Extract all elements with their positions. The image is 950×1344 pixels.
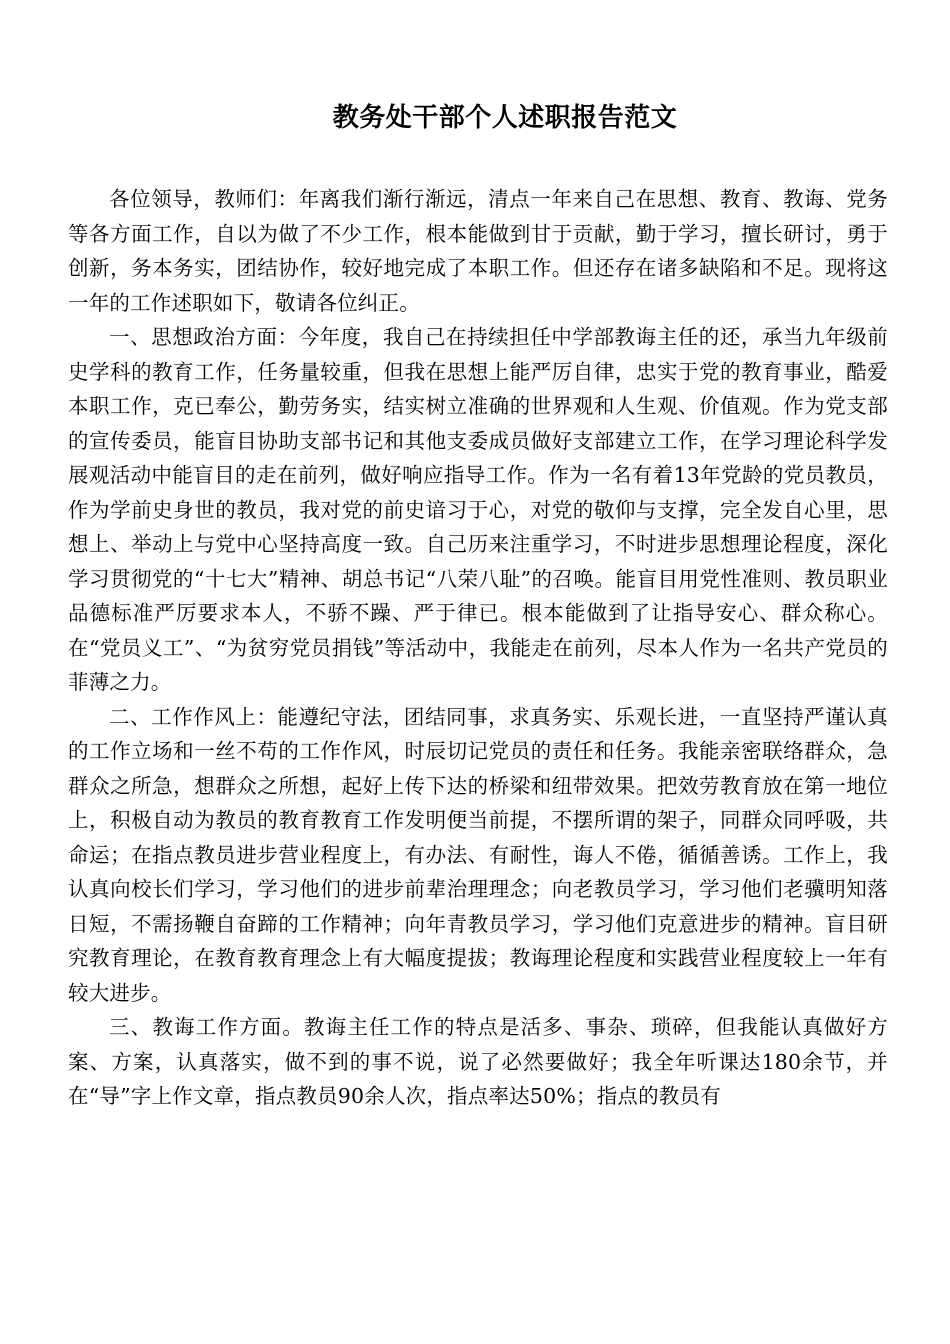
paragraph-work-style: 二、工作作风上：能遵纪守法，团结同事，求真务实、乐观长进，一直坚持严谨认真的工作立场和一丝不苟的工作作风，时辰切记党员的责任和任务。我能亲密联络群众，急群众之所急，想群众之所想，起好上传下达的桥梁和纽带效果。把效劳教育放在第一地位上，积极自动为教员的教育教育工作发明便当前提，不摆所谓的架子，同群众同呼吸，共命运；在指点教员进步营业程度上，有办法、有耐性，诲人不倦，循循善诱。工作上，我认真向校长们学习，学习他们的进步前辈治理理念；向老教员学习，学习他们老骥明知落日短，不需扬鞭自奋蹄的工作精神；向年青教员学习，学习他们克意进步的精神。盲目研究教育理论，在教育教育理念上有大幅度提拔；教诲理论程度和实践营业程度较上一年有较大进步。 xyxy=(68,704,888,1005)
document-title: 教务处干部个人述职报告范文 xyxy=(332,103,678,133)
paragraph-political-thought: 一、思想政治方面：今年度，我自己在持续担任中学部教诲主任的还，承当九年级前史学科的教育工作，任务量较重，但我在思想上能严厉自律，忠实于党的教育事业，酷爱本职工作，克已奉公，勤劳务实，结实树立准确的世界观和人生观、价值观。作为党支部的宣传委员，能盲目协助支部书记和其他支委成员做好支部建立工作，在学习理论科学发展观活动中能盲目的走在前列，做好响应指导工作。作为一名有着13年党龄的党员教员，作为学前史身世的教员，我对党的前史谙习于心，对党的敬仰与支撑，完全发自心里，思想上、举动上与党中心坚持高度一致。自己历来注重学习，不时进步思想理论程度，深化学习贯彻党的“十七大”精神、胡总书记“八荣八耻”的召唤。能盲目用党性准则、教员职业品德标准严厉要求本人，不骄不躁、严于律已。根本能做到了让指导安心、群众称心。在“党员义工”、“为贫穷党员捐钱”等活动中，我能走在前列，尽本人作为一名共产党员的菲薄之力。 xyxy=(68,325,888,694)
paragraph-teaching-work: 三、教诲工作方面。教诲主任工作的特点是活多、事杂、琐碎，但我能认真做好方案、方案，认真落实，做不到的事不说，说了必然要做好；我全年听课达180余节，并在“导”字上作文章，指点教员90余人次，指点率达50%；指点的教员有 xyxy=(68,1015,888,1108)
paragraph-greeting: 各位领导，教师们：年离我们渐行渐远，清点一年来自己在思想、教育、教诲、党务等各方面工作，自以为做了不少工作，根本能做到甘于贡献，勤于学习，擅长研讨，勇于创新，务本务实，团结协作，较好地完成了本职工作。但还存在诸多缺陷和不足。现将这一年的工作述职如下，敬请各位纠正。 xyxy=(68,187,888,315)
document-body xyxy=(68,182,888,1114)
